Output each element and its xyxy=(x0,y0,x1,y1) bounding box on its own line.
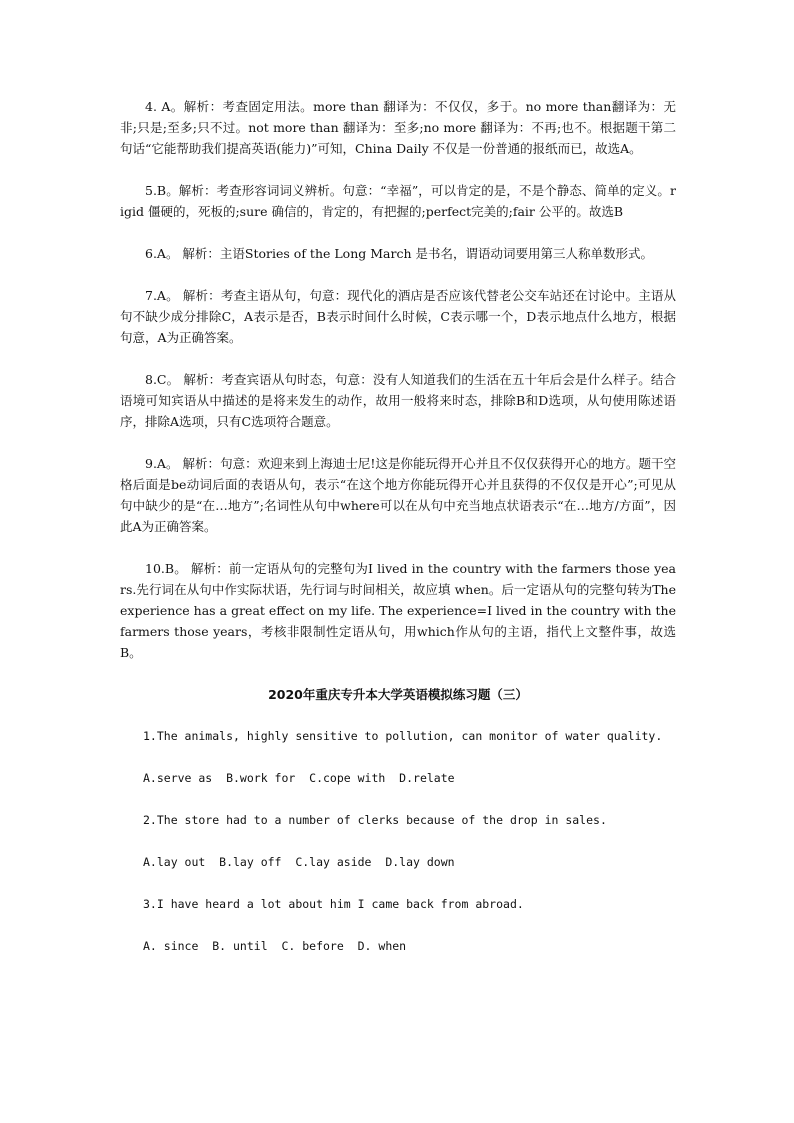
answer-explanation-10: 10.B。 解析：前一定语从句的完整句为I lived in the country with the farmers those years.先行词在从句中作实际状语，先行词与时间相关，故应填 when。后一定语从句的完整句转为The experience has a great effect on my life. The experience=I lived in the country with the farmers those years，考核非限制性定语从句，用which作从句的主语，指代上文整件事，故选B。 xyxy=(120,561,676,660)
question-1-options: A.serve as B.work for C.cope with D.relate xyxy=(143,771,455,785)
answer-explanation-7: 7.A。 解析：考查主语从句，句意：现代化的酒店是否应该代替老公交车站还在讨论中。主语从句不缺少成分排除C，A表示是否，B表示时间什么时候，C表示哪一个，D表示地点什么地方，根据句意，A为正确答案。 xyxy=(120,288,676,345)
section-title: 2020年重庆专升本大学英语模拟练习题（三） xyxy=(268,687,528,702)
answer-explanation-5: 5.B。解析：考查形容词词义辨析。句意：“幸福”，可以肯定的是，不是个静态、简单的定义。rigid 僵硬的，死板的;sure 确信的，肯定的，有把握的;perfect完美的;fair 公平的。故选B xyxy=(120,183,676,219)
document-body xyxy=(120,96,676,978)
answer-explanation-9: 9.A。 解析：句意：欢迎来到上海迪士尼!这是你能玩得开心并且不仅仅获得开心的地方。题干空格后面是be动词后面的表语从句，表示“在这个地方你能玩得开心并且获得的不仅仅是开心”;可见从句中缺少的是“在…地方”;名词性从句中where可以在从句中充当地点状语表示“在…地方/方面”，因此A为正确答案。 xyxy=(120,456,676,534)
answer-explanation-4: 4. A。解析：考查固定用法。more than 翻译为：不仅仅，多于。no more than翻译为：无非;只是;至多;只不过。not more than 翻译为：至多;no more 翻译为：不再;也不。根据题干第二句话“它能帮助我们提高英语(能力)”可知，China Daily 不仅是一份普通的报纸而已，故选A。 xyxy=(120,99,676,156)
question-1: 1.The animals, highly sensitive to pollution, can monitor of water quality. xyxy=(143,729,663,743)
question-3-options: A. since B. until C. before D. when xyxy=(143,939,407,953)
question-3: 3.I have heard a lot about him I came back from abroad. xyxy=(143,897,524,911)
question-2: 2.The store had to a number of clerks because of the drop in sales. xyxy=(143,813,607,827)
answer-explanation-8: 8.C。 解析：考查宾语从句时态，句意：没有人知道我们的生活在五十年后会是什么样子。结合语境可知宾语从中描述的是将来发生的动作，故用一般将来时态，排除B和D选项，从句使用陈述语序，排除A选项，只有C选项符合题意。 xyxy=(120,372,676,429)
question-2-options: A.lay out B.lay off C.lay aside D.lay down xyxy=(143,855,455,869)
answer-explanation-6: 6.A。 解析：主语Stories of the Long March 是书名，谓语动词要用第三人称单数形式。 xyxy=(145,246,653,261)
